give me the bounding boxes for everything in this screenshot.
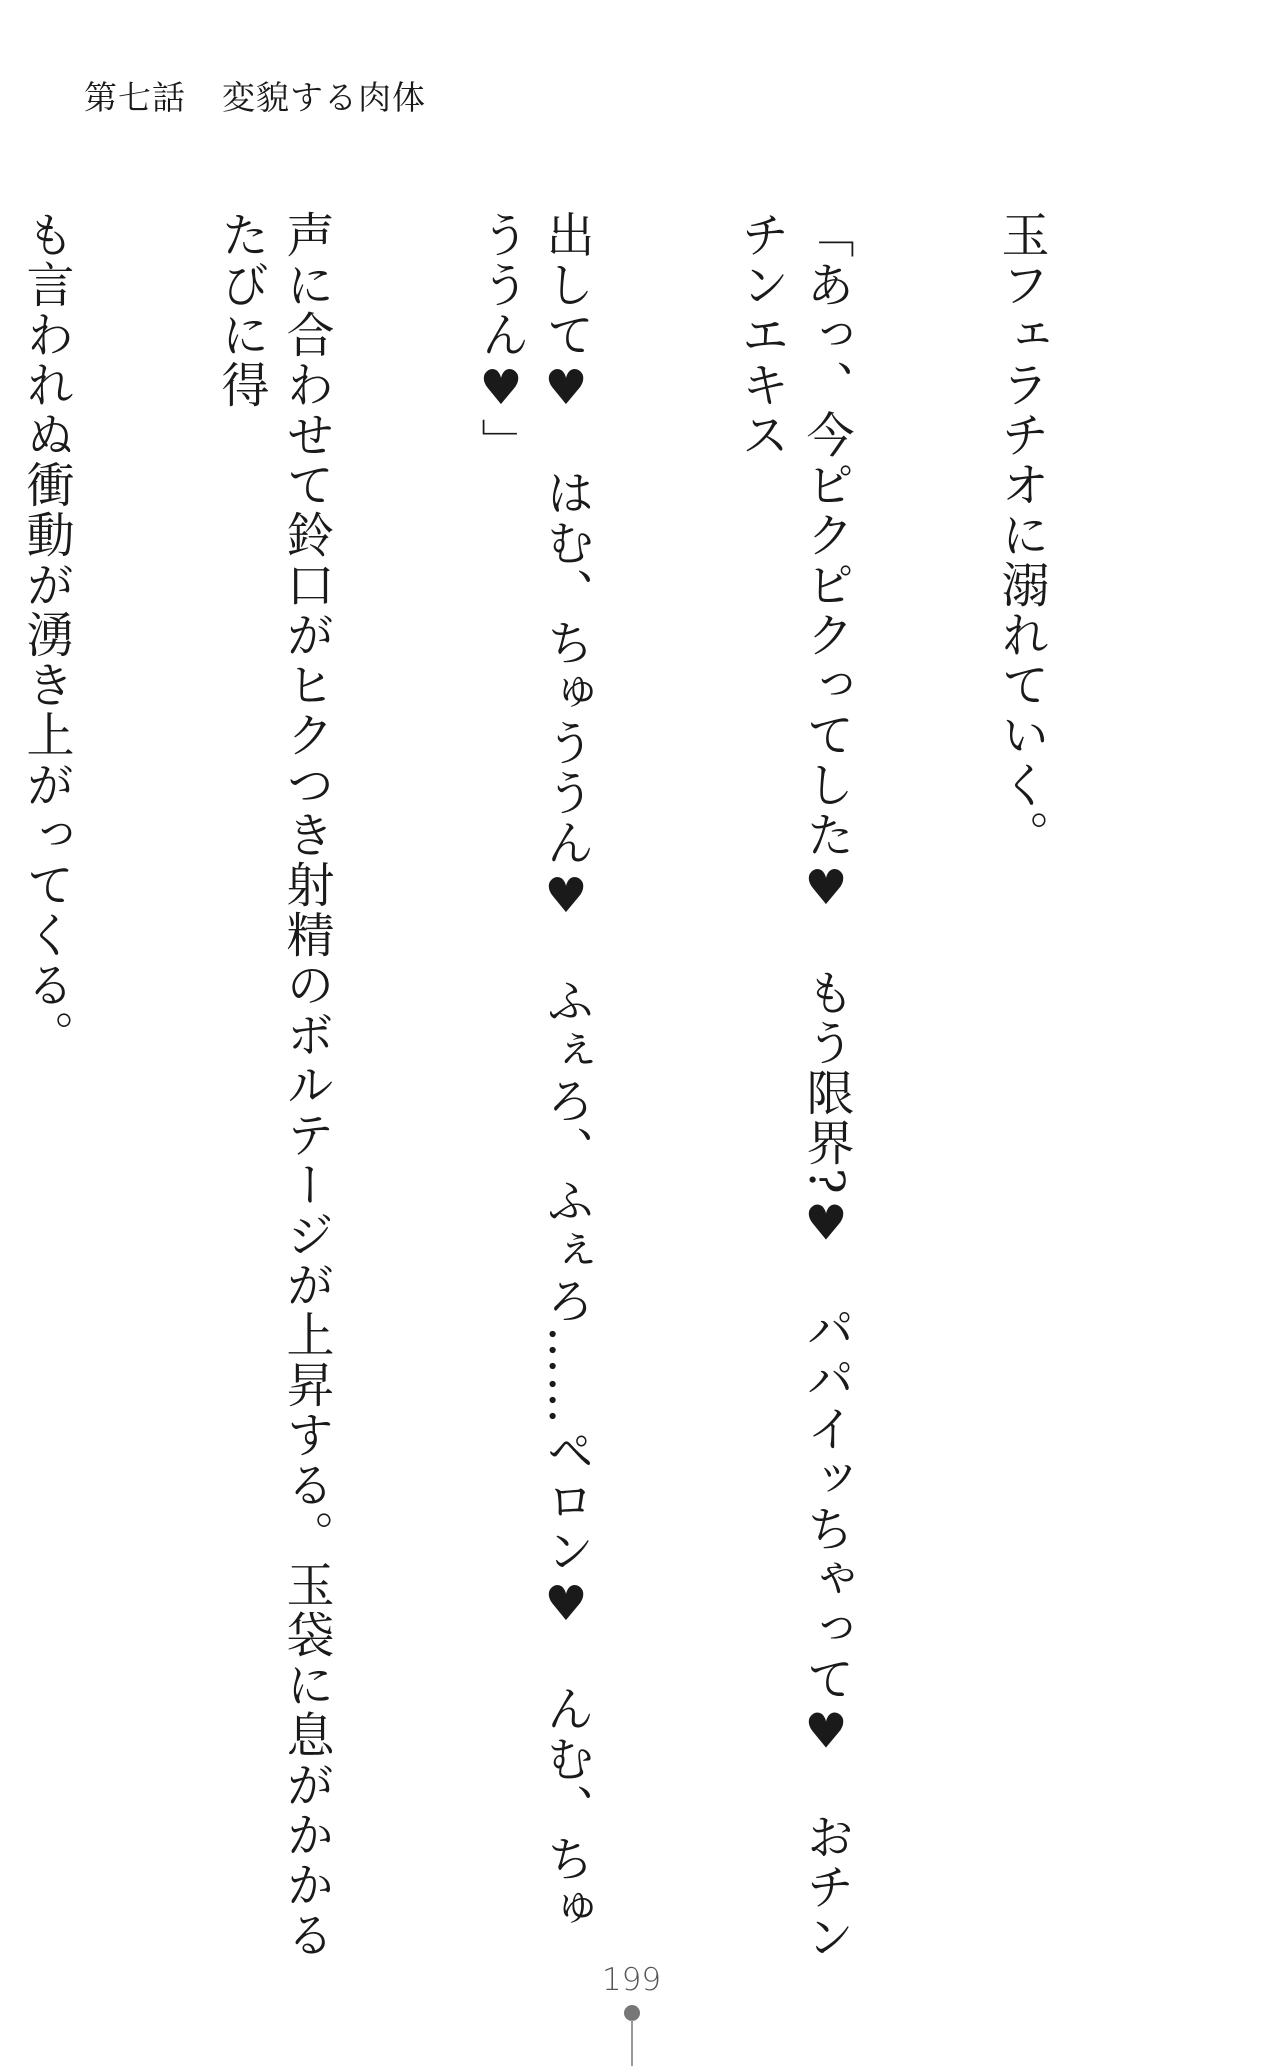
page-marker-line <box>631 2020 633 2066</box>
running-header <box>84 72 426 119</box>
page-marker-dot <box>624 2005 640 2021</box>
chapter-title: 変貌する肉体 <box>222 78 426 117</box>
page-number: 199 <box>601 1962 662 1998</box>
text-line: 玉フェラチオに溺れていく。 <box>993 210 1049 860</box>
text-line: 「あっ、今ピクピクってした♥ もう限界?♥ パパイッちゃって♥ おチンチンエキス <box>733 210 854 1962</box>
text-line: も言われぬ衝動が湧き上がってくる。 <box>18 210 74 1060</box>
text-line: 声に合わせて鈴口がヒクつき射精のボルテージが上昇する。玉袋に息がかかるたびに得 <box>213 210 334 1960</box>
vertical-text-body <box>18 210 1183 1970</box>
text-line: 出して♥ はむ、ちゅううん♥ ふぇろ、ふぇろ……ペロン♥ んむ、ちゅううん♥」 <box>473 210 594 1934</box>
chapter-number: 第七話 <box>84 78 186 117</box>
